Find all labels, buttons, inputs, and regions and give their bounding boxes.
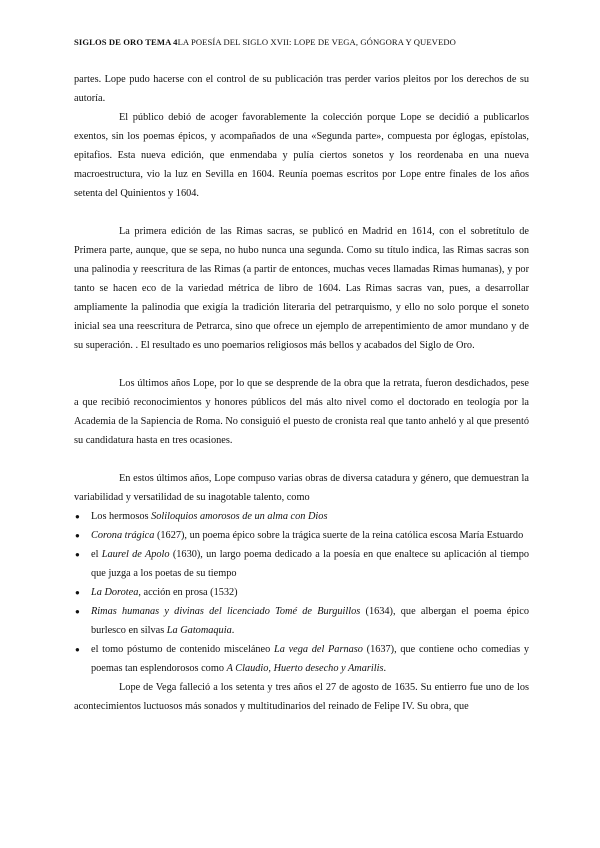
work-title: Rimas humanas y divinas del licenciado Tomé de Burguillos [91,606,361,617]
list-item: ● La Dorotea, acción en prosa (1532) [74,583,529,602]
list-item: ● Los hermosos Soliloquios amorosos de un alma con Dios [74,507,529,526]
paragraph: Los últimos años Lope, por lo que se desprende de la obra que la retrata, fueron desdichados, pese a que recibió reconocimientos y honores públicos del más alto nivel como el doctorado en teología por la Academia de la Sapiencia de Roma. No consiguió el puesto de cronista real que tanto anheló y al que presentó su candidatura hasta en tres ocasiones. [74,378,529,446]
list-item: ● Rimas humanas y divinas del licenciado Tomé de Burguillos (1634), que albergan el poema épico burlesco en silvas La Gatomaquia. [74,602,529,640]
paragraph: partes. Lope pudo hacerse con el control de su publicación tras perder varios pleitos por los derechos de su autoría. [74,74,529,104]
bullet-icon: ● [75,607,80,616]
paragraph: Lope de Vega falleció a los setenta y tres años el 27 de agosto de 1635. Su entierro fue uno de los acontecimientos luctuosos más sonados y multitudinarios del reinado de Felipe IV. Su obra, que [74,682,529,712]
bullet-icon: ● [75,512,80,521]
list-item: ● Corona trágica (1627), un poema épico sobre la trágica suerte de la reina católica escosa María Estuardo [74,526,529,545]
bullet-icon: ● [75,645,80,654]
work-title: La Gatomaquia [166,625,232,636]
paragraph: En estos últimos años, Lope compuso varias obras de diversa catadura y género, que demuestran la variabilidad y versatilidad de su inagotable talento, como [74,473,529,503]
works-list [74,507,529,678]
list-item: ● el Laurel de Apolo (1630), un largo poema dedicado a la poesía en que enaltece su aplicación al tiempo que juzga a los poetas de su tiempo [74,545,529,583]
bullet-icon: ● [75,531,80,540]
work-title: Laurel de Apolo [101,549,170,560]
document-body [74,70,529,716]
work-title: Corona trágica [91,530,155,541]
header-topic: LA POESÍA DEL SIGLO XVII: LOPE DE VEGA, GÓNGORA Y QUEVEDO [177,37,456,47]
paragraph-gap [74,203,529,222]
header-course-label: SIGLOS DE ORO TEMA 4 [74,37,178,47]
bullet-icon: ● [75,588,80,597]
paragraph: La primera edición de las Rimas sacras, se publicó en Madrid en 1614, con el sobretítulo de Primera parte, aunque, que se sepa, no hubo nunca una segunda. Como su título indica, las Rimas sacras son una palinodia y reescritura de las Rimas (a partir de entonces, muchas veces llamadas Rimas humanas), y por tanto se hacen eco de la variedad métrica de libro de 1604. Las Rimas sacras van, pues, a desarrollar ampliamente la palinodia que exigía la tradición literaria del petrarquismo, y ello no solo porque el soneto inicial sea una reescritura de Petrarca, sino que ofrece un ejemplo de arrepentimiento de amor mundano y de su superación. . El resultado es uno poemarios religiosos más bellos y acabados del Siglo de Oro. [74,226,529,351]
bullet-icon: ● [75,550,80,559]
list-item: ● el tomo póstumo de contenido misceláneo La vega del Parnaso (1637), que contiene ocho comedias y poemas tan esplendorosos como A Claudio, Huerto desecho y Amarilis. [74,640,529,678]
work-title: A Claudio, Huerto desecho y Amarilis [226,663,384,674]
paragraph-gap [74,355,529,374]
paragraph: El público debió de acoger favorablemente la colección porque Lope se decidió a publicarlos exentos, sin los poemas épicos, y acompañados de una «Segunda parte», compuesta por églogas, epístolas, epitafios. Esta nueva edición, que enmendaba y pulía ciertos sonetos y los reordenaba en una nueva macroestructura, vio la luz en Sevilla en 1604. Reunía poemas escritos por Lope entre finales de los años setenta del Quinientos y 1604. [74,112,529,199]
paragraph-gap [74,450,529,469]
work-title: La Dorotea [91,587,139,598]
page-header [74,37,574,47]
work-title: La vega del Parnaso [273,644,363,655]
work-title: Soliloquios amorosos de un alma con Dios [151,511,328,522]
